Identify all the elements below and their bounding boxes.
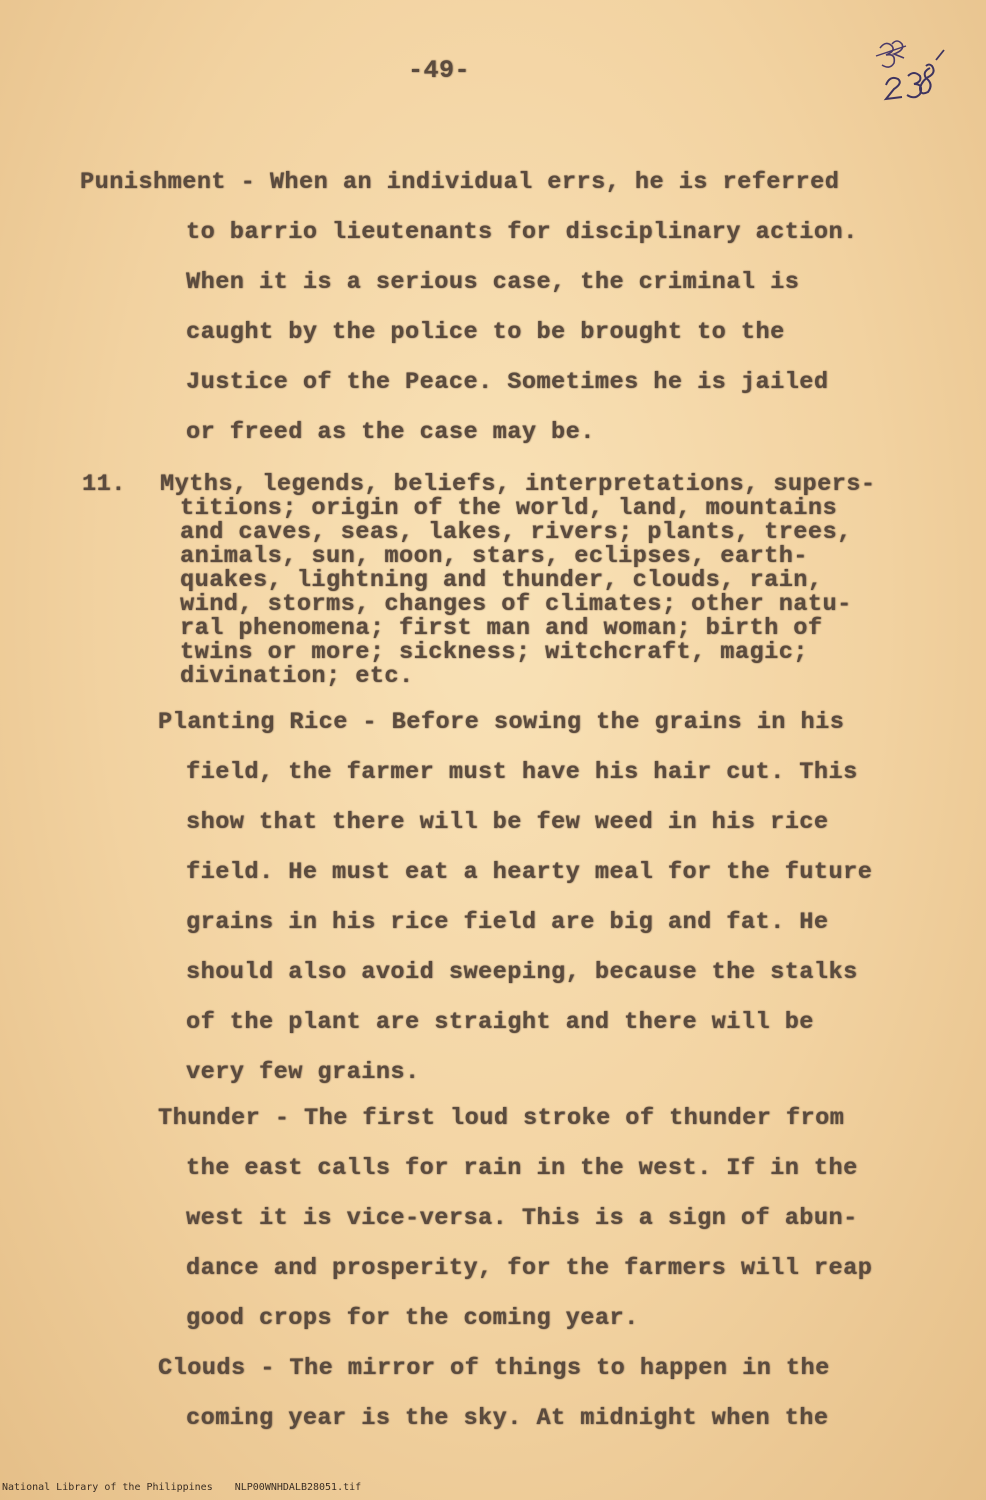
section-11-line-2: titions; origin of the world, land, mountains — [180, 495, 838, 522]
section-11-line-4: animals, sun, moon, stars, eclipses, earth- — [180, 543, 808, 570]
punishment-line-1: Punishment - When an individual errs, he is referred — [80, 169, 840, 196]
clouds-line-1: Clouds - The mirror of things to happen in the — [158, 1355, 830, 1382]
section-11-line-9: divination; etc. — [180, 663, 414, 690]
planting-rice-line-5: grains in his rice field are big and fat. He — [186, 909, 829, 936]
planting-rice-line-3: show that there will be few weed in his rice — [186, 809, 829, 836]
thunder-line-1: Thunder - The first loud stroke of thunder from — [158, 1105, 845, 1132]
planting-rice-line-1: Planting Rice - Before sowing the grains in his — [158, 709, 845, 736]
thunder-line-4: dance and prosperity, for the farmers will reap — [186, 1255, 873, 1282]
thunder-line-2: the east calls for rain in the west. If in the — [186, 1155, 858, 1182]
planting-rice-line-2: field, the farmer must have his hair cut. This — [186, 759, 858, 786]
page-number: -49- — [408, 56, 471, 85]
footer-library: National Library of the Philippines — [2, 1482, 213, 1493]
handwritten-page-number — [870, 30, 950, 110]
punishment-line-3: When it is a serious case, the criminal is — [186, 269, 800, 296]
planting-rice-line-7: of the plant are straight and there will be — [186, 1009, 814, 1036]
section-11-line-5: quakes, lightning and thunder, clouds, rain, — [180, 567, 823, 594]
scan-footer — [2, 1482, 383, 1493]
section-11-line-1: Myths, legends, beliefs, interpretations, supers- — [160, 471, 876, 498]
section-11-line-6: wind, storms, changes of climates; other natu- — [180, 591, 852, 618]
planting-rice-line-4: field. He must eat a hearty meal for the future — [186, 859, 873, 886]
section-11-line-3: and caves, seas, lakes, rivers; plants, trees, — [180, 519, 852, 546]
punishment-line-2: to barrio lieutenants for disciplinary action. — [186, 219, 858, 246]
thunder-line-3: west it is vice-versa. This is a sign of abun- — [186, 1205, 858, 1232]
planting-rice-line-6: should also avoid sweeping, because the stalks — [186, 959, 858, 986]
punishment-line-5: Justice of the Peace. Sometimes he is jailed — [186, 369, 829, 396]
section-number: 11. — [82, 471, 126, 498]
thunder-line-5: good crops for the coming year. — [186, 1305, 639, 1332]
planting-rice-line-8: very few grains. — [186, 1059, 420, 1086]
punishment-line-4: caught by the police to be brought to the — [186, 319, 785, 346]
footer-filename: NLP00WNHDALB28051.tif — [234, 1482, 362, 1493]
section-11-line-8: twins or more; sickness; witchcraft, magic; — [180, 639, 808, 666]
clouds-line-2: coming year is the sky. At midnight when the — [186, 1405, 829, 1432]
section-11-line-7: ral phenomena; first man and woman; birth of — [180, 615, 823, 642]
punishment-line-6: or freed as the case may be. — [186, 419, 595, 446]
